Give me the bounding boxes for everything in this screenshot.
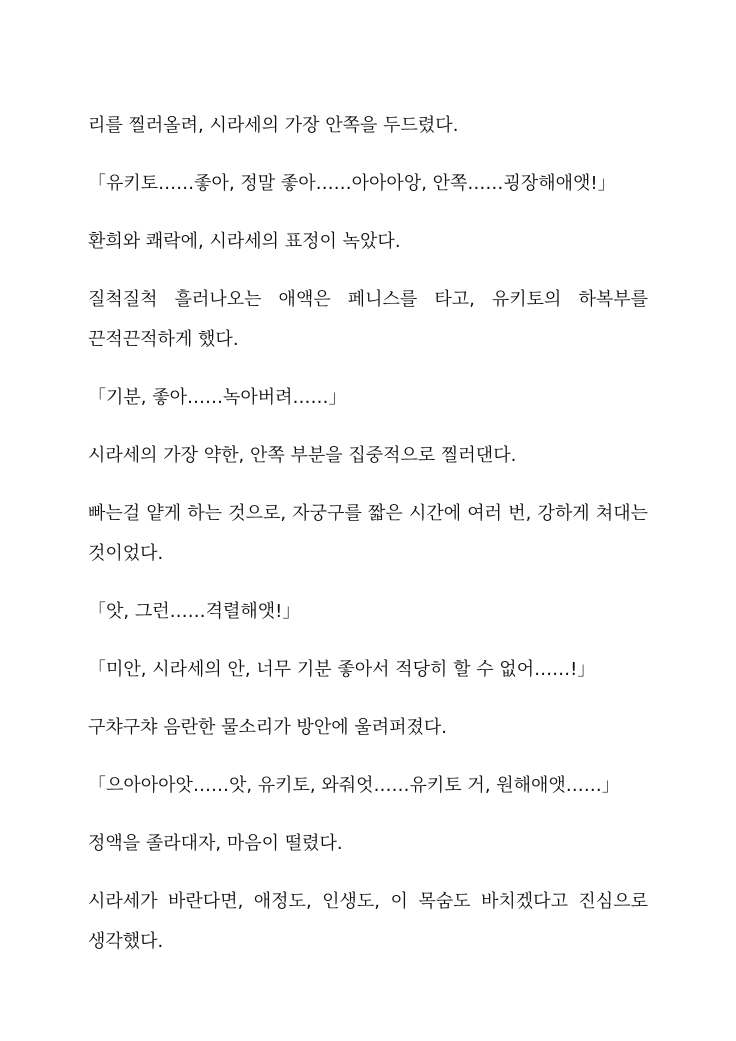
paragraph: 빠는걸 얕게 하는 것으로, 자궁구를 짧은 시간에 여러 번, 강하게 쳐대는 것이었다.: [88, 503, 648, 564]
dialogue-paragraph: 「기분, 좋아……녹아버려……」: [88, 387, 347, 408]
paragraph: 정액을 졸라대자, 마음이 떨렸다.: [88, 833, 343, 854]
body-text: [88, 106, 648, 980]
paragraph: 리를 찔러올려, 시라세의 가장 안쪽을 두드렸다.: [88, 115, 459, 136]
dialogue-paragraph: 「앗, 그런……격렬해앳!」: [88, 601, 301, 622]
paragraph: 질척질척 흘러나오는 애액은 페니스를 타고, 유키토의 하복부를 끈적끈적하게 했다.: [88, 289, 648, 350]
paragraph: 환희와 쾌락에, 시라세의 표정이 녹았다.: [88, 231, 401, 252]
dialogue-paragraph: 「유키토……좋아, 정말 좋아……아아아앙, 안쪽……굉장해애앳!」: [88, 173, 616, 194]
dialogue-paragraph: 「미안, 시라세의 안, 너무 기분 좋아서 적당히 할 수 없어……!」: [88, 659, 596, 680]
paragraph: 시라세의 가장 약한, 안쪽 부분을 집중적으로 찔러댄다.: [88, 445, 517, 466]
dialogue-paragraph: 「으아아아앗……앗, 유키토, 와줘엇……유키토 거, 원해애앳……」: [88, 775, 620, 796]
paragraph: 구챠구챠 음란한 물소리가 방안에 울려퍼졌다.: [88, 717, 447, 738]
paragraph: 시라세가 바란다면, 애정도, 인생도, 이 목숨도 바치겠다고 진심으로 생각했다.: [88, 891, 648, 952]
